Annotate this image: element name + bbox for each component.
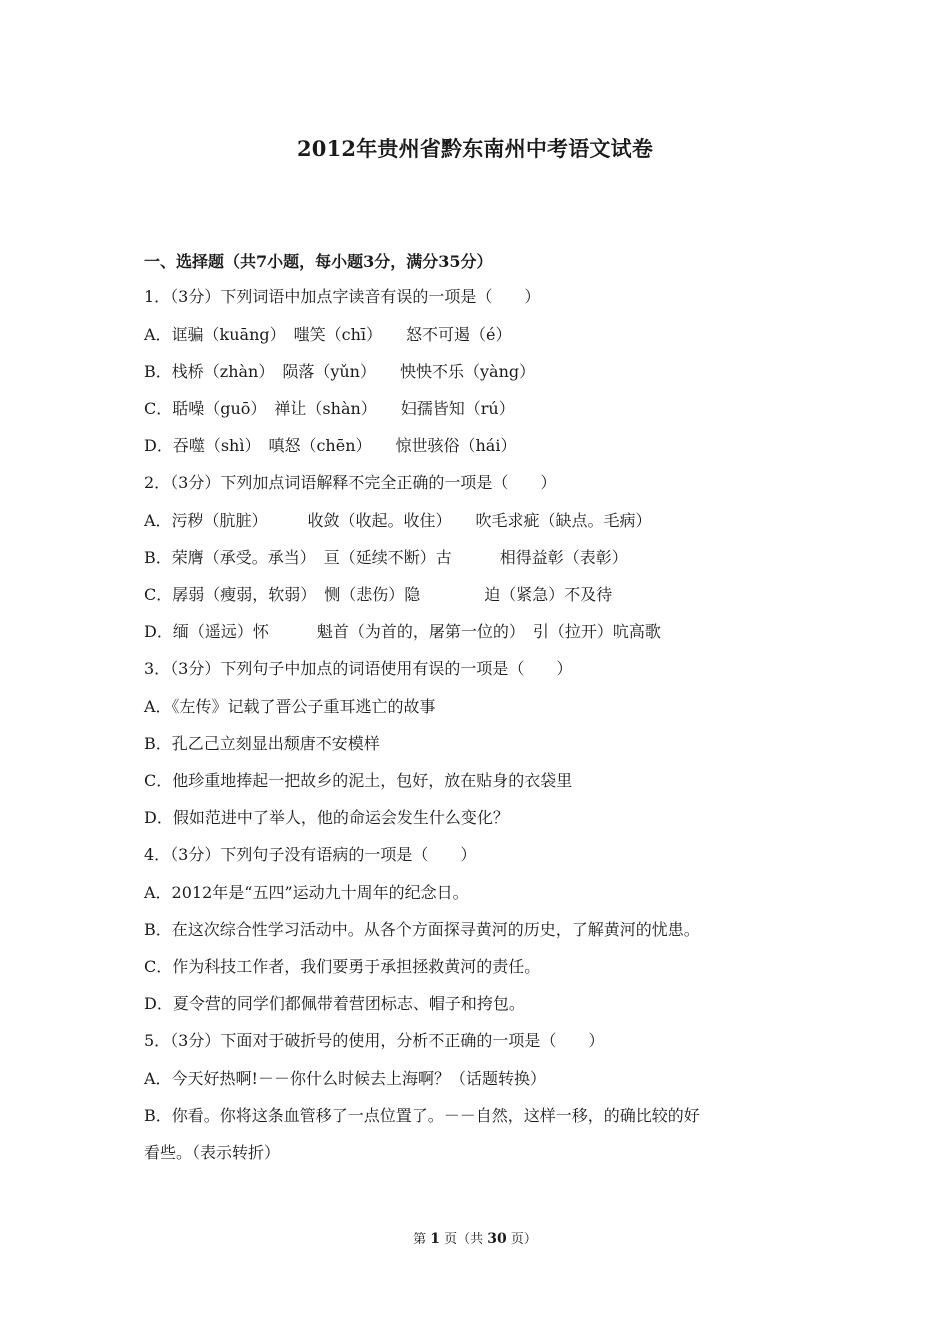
answer-option: A．2012年是“五四”运动九十周年的纪念日。 [144,883,469,902]
answer-option: D．假如范进中了举人，他的命运会发生什么变化？ [144,808,509,827]
answer-option: C．作为科技工作者，我们要勇于承担拯救黄河的责任。 [144,957,541,976]
answer-option: A．诓骗（kuāng） 嗤笑（chī） 怒不可遏（é） [144,325,512,344]
footer-page-number: 1 [430,1231,440,1247]
answer-option: 看些。（表示转折） [144,1143,281,1162]
question-stem: 1．（3分）下列词语中加点字读音有误的一项是（ ） [144,287,541,306]
answer-option: B．你看。你将这条血管移了一点位置了。－－自然，这样一移，的确比较的好 [144,1106,700,1125]
question-list [144,278,824,1171]
answer-option: B．栈桥（zhàn） 陨落（yǔn） 怏怏不乐（yàng） [144,362,536,381]
section-heading: 一、选择题（共7小题，每小题3分，满分35分） [144,252,493,271]
answer-option: A．《左传》记载了晋公子重耳逃亡的故事 [144,697,436,716]
question-stem: 4．（3分）下列句子没有语病的一项是（ ） [144,845,477,864]
answer-option: D．缅（遥远）怀 魁首（为首的，屠第一位的） 引（拉开）吭高歌 [144,622,661,641]
answer-option: C．他珍重地捧起一把故乡的泥土，包好，放在贴身的衣袋里 [144,771,573,790]
answer-option: A．今天好热啊!－－你什么时候去上海啊？（话题转换） [144,1069,546,1088]
answer-option: B．荣膺（承受。承当） 亘（延续不断）古 相得益彰（表彰） [144,548,628,567]
question-stem: 3．（3分）下列句子中加点的词语使用有误的一项是（ ） [144,659,573,678]
question-stem: 5．（3分）下面对于破折号的使用，分析不正确的一项是（ ） [144,1031,605,1050]
answer-option: B．孔乙己立刻显出颓唐不安模样 [144,734,380,753]
question-stem: 2．（3分）下列加点词语解释不完全正确的一项是（ ） [144,473,557,492]
footer-suffix: 页） [510,1232,537,1247]
question-section [144,246,824,1171]
answer-option: D．夏令营的同学们都佩带着营团标志、帽子和挎包。 [144,994,525,1013]
footer-middle: 页（共 [444,1232,484,1247]
answer-option: D．吞噬（shì） 嗔怒（chēn） 惊世骇俗（hái） [144,436,517,455]
page-footer [0,1228,950,1251]
answer-option: C．聒噪（guō） 禅让（shàn） 妇孺皆知（rú） [144,399,515,418]
footer-prefix: 第 [413,1232,427,1247]
page-title: 2012年贵州省黔东南州中考语文试卷 [296,136,654,161]
answer-option: A．污秽（肮脏） 收敛（收起。收住） 吹毛求疵（缺点。毛病） [144,511,652,530]
answer-option: B．在这次综合性学习活动中。从各个方面探寻黄河的历史，了解黄河的忧患。 [144,920,700,939]
footer-total-pages: 30 [487,1231,507,1247]
answer-option: C．孱弱（瘦弱，软弱） 恻（悲伤）隐 迫（紧急）不及待 [144,585,613,604]
